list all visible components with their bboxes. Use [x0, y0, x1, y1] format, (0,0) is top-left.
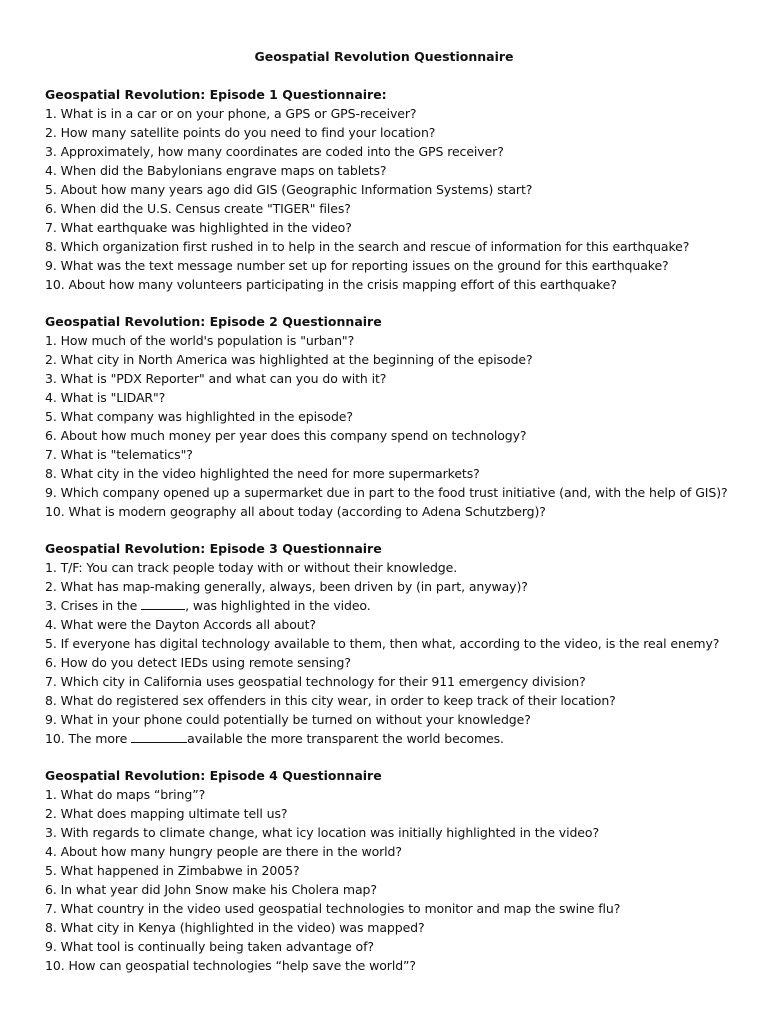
question: 6. When did the U.S. Census create "TIGER" files?	[45, 201, 351, 216]
episode-1-section	[45, 85, 760, 294]
question: 8. Which organization first rushed in to help in the search and rescue of information for this earthquake?	[45, 239, 690, 254]
question: 9. What was the text message number set up for reporting issues on the ground for this earthquake?	[45, 258, 669, 273]
question: 4. When did the Babylonians engrave maps on tablets?	[45, 163, 387, 178]
fill-in-blank	[131, 732, 187, 743]
episode-3-section	[45, 539, 760, 748]
document-title: Geospatial Revolution Questionnaire	[254, 49, 514, 64]
question: 5. What company was highlighted in the episode?	[45, 409, 353, 424]
question: 5. If everyone has digital technology available to them, then what, according to the video, is the real enemy?	[45, 636, 720, 651]
question: 3. What is "PDX Reporter" and what can you do with it?	[45, 371, 387, 386]
question: 4. What is "LIDAR"?	[45, 390, 166, 405]
question: 2. What city in North America was highlighted at the beginning of the episode?	[45, 352, 533, 367]
question: 4. About how many hungry people are there in the world?	[45, 844, 402, 859]
question-with-blank	[45, 596, 760, 615]
episode-2-section	[45, 312, 760, 521]
question: 8. What do registered sex offenders in this city wear, in order to keep track of their location?	[45, 693, 616, 708]
question: 7. What is "telematics"?	[45, 447, 193, 462]
episode-1-heading: Geospatial Revolution: Episode 1 Questionnaire:	[45, 87, 387, 102]
question: 1. T/F: You can track people today with or without their knowledge.	[45, 560, 458, 575]
question: 2. What does mapping ultimate tell us?	[45, 806, 288, 821]
episode-3-heading: Geospatial Revolution: Episode 3 Questionnaire	[45, 541, 382, 556]
question: 6. In what year did John Snow make his Cholera map?	[45, 882, 377, 897]
question-text: 3. Crises in the	[45, 598, 138, 613]
question-text-suffix: , was highlighted in the video.	[185, 598, 371, 613]
question: 4. What were the Dayton Accords all about?	[45, 617, 316, 632]
question: 10. About how many volunteers participating in the crisis mapping effort of this earthquake?	[45, 277, 617, 292]
question: 3. With regards to climate change, what icy location was initially highlighted in the video?	[45, 825, 599, 840]
question: 5. About how many years ago did GIS (Geographic Information Systems) start?	[45, 182, 533, 197]
question: 8. What city in Kenya (highlighted in the video) was mapped?	[45, 920, 425, 935]
question: 9. What tool is continually being taken advantage of?	[45, 939, 374, 954]
question: 1. What is in a car or on your phone, a GPS or GPS-receiver?	[45, 106, 417, 121]
episode-4-heading: Geospatial Revolution: Episode 4 Questionnaire	[45, 768, 382, 783]
question: 1. What do maps “bring”?	[45, 787, 206, 802]
question: 3. Approximately, how many coordinates are coded into the GPS receiver?	[45, 144, 504, 159]
question: 5. What happened in Zimbabwe in 2005?	[45, 863, 300, 878]
question: 10. How can geospatial technologies “help save the world”?	[45, 958, 416, 973]
fill-in-blank	[141, 599, 185, 610]
question: 6. About how much money per year does this company spend on technology?	[45, 428, 527, 443]
episode-2-heading: Geospatial Revolution: Episode 2 Questionnaire	[45, 314, 382, 329]
question: 2. What has map-making generally, always, been driven by (in part, anyway)?	[45, 579, 528, 594]
question: 6. How do you detect IEDs using remote sensing?	[45, 655, 351, 670]
episode-4-section	[45, 766, 760, 975]
question: 8. What city in the video highlighted the need for more supermarkets?	[45, 466, 480, 481]
question-text-suffix: available the more transparent the world becomes.	[187, 731, 504, 746]
question: 7. What country in the video used geospatial technologies to monitor and map the swine flu?	[45, 901, 621, 916]
question: 9. Which company opened up a supermarket due in part to the food trust initiative (and, with the help of GIS)?	[45, 485, 728, 500]
question: 1. How much of the world's population is "urban"?	[45, 333, 355, 348]
question: 2. How many satellite points do you need to find your location?	[45, 125, 436, 140]
question: 7. What earthquake was highlighted in the video?	[45, 220, 352, 235]
question-text: 10. The more	[45, 731, 128, 746]
question: 9. What in your phone could potentially be turned on without your knowledge?	[45, 712, 531, 727]
question: 10. What is modern geography all about today (according to Adena Schutzberg)?	[45, 504, 546, 519]
question: 7. Which city in California uses geospatial technology for their 911 emergency division?	[45, 674, 586, 689]
question-with-blank	[45, 729, 760, 748]
